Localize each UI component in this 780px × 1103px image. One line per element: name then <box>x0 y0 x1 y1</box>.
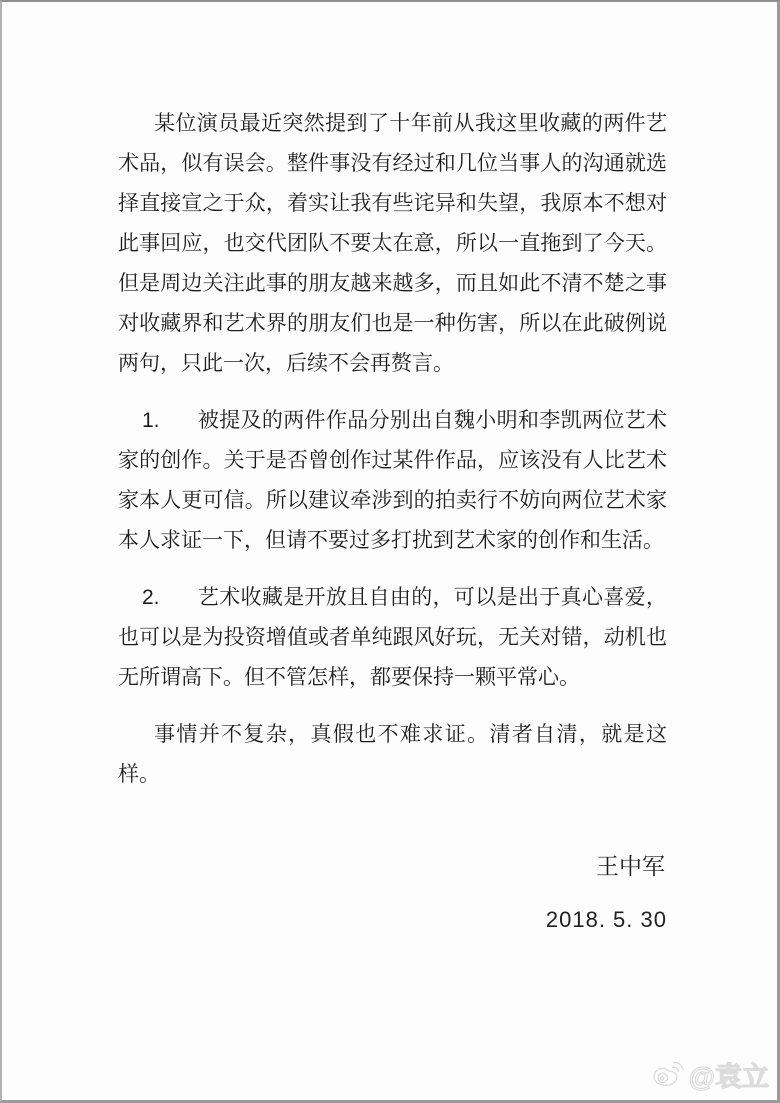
list-number: 2. <box>142 586 160 609</box>
list-item-text: 被提及的两件作品分别出自魏小明和李凯两位艺术家的创作。关于是否曾创作过某件作品，应该没有人比艺术家本人更可信。所以建议牵涉到的拍卖行不妨向两位艺术家本人求证一下，但请不要过多打扰到艺术家的创作和生活。 <box>118 409 667 552</box>
signature-block <box>118 851 667 935</box>
statement-paragraph-closing: 事情并不复杂，真假也不难求证。清者自清，就是这样。 <box>118 723 667 786</box>
signature-date: 2018. 5. 30 <box>545 907 667 932</box>
watermark <box>650 1055 769 1094</box>
statement-paragraph-item-2 <box>118 578 667 698</box>
list-number: 1. <box>142 409 160 432</box>
signature-name: 王中军 <box>596 853 665 879</box>
statement-paragraph-item-1 <box>118 401 667 561</box>
statement-body <box>118 104 667 935</box>
weibo-icon <box>650 1060 684 1089</box>
list-item-text: 艺术收藏是开放且自由的，可以是出于真心喜爱，也可以是为投资增值或者单纯跟风好玩，无关对错，动机也无所谓高下。但不管怎样，都要保持一颗平常心。 <box>118 586 667 689</box>
statement-paragraph-intro: 某位演员最近突然提到了十年前从我这里收藏的两件艺术品，似有误会。整件事没有经过和几位当事人的沟通就选择直接宣之于众，着实让我有些诧异和失望，我原本不想对此事回应，也交代团队不要太在意，所以一直拖到了今天。但是周边关注此事的朋友越来越多，而且如此不清不楚之事对收藏界和艺术界的朋友们也是一种伤害，所以在此破例说两句，只此一次，后续不会再赘言。 <box>118 112 667 375</box>
watermark-handle: @袁立 <box>688 1062 769 1092</box>
